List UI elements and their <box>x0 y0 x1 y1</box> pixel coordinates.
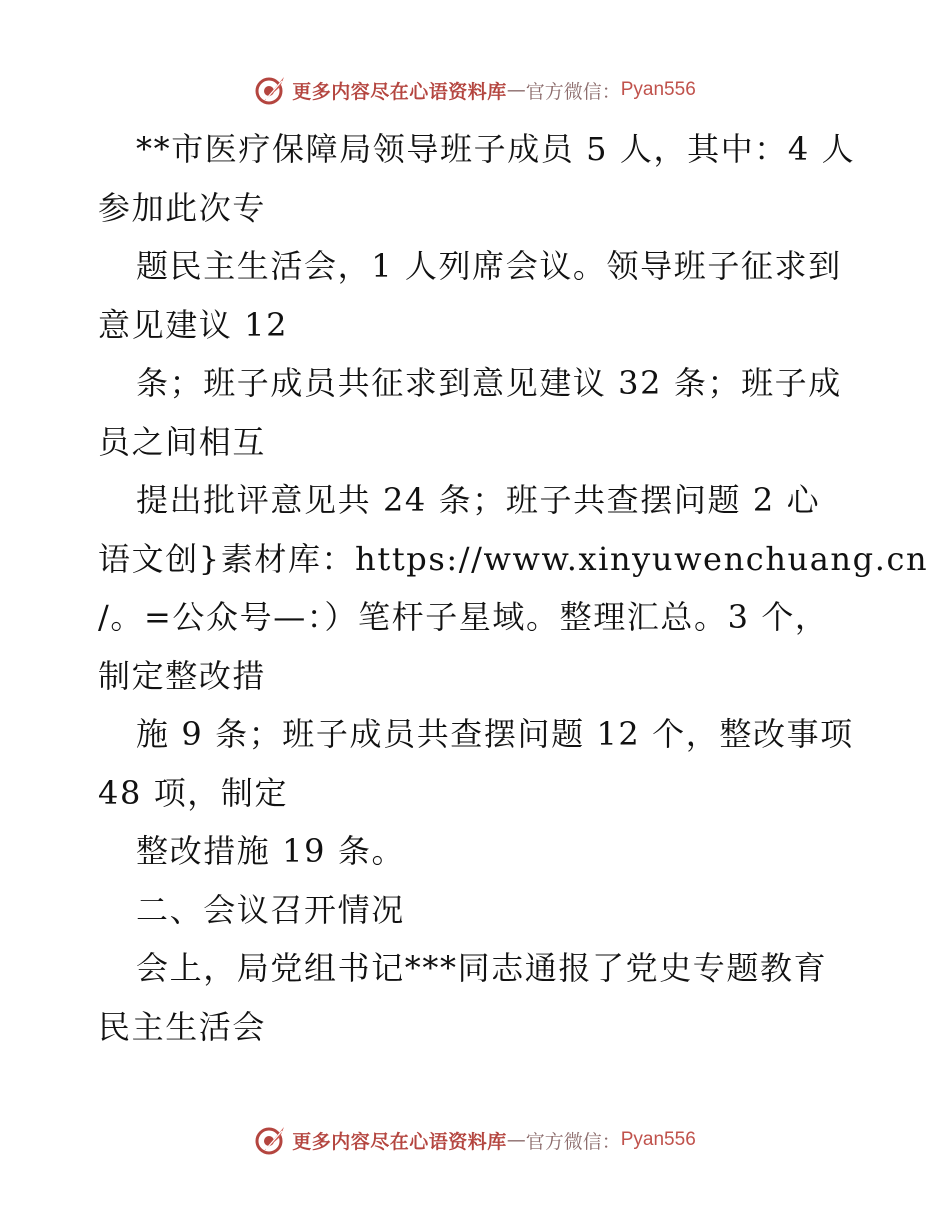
text-line: 条；班子成员共征求到意见建议 32 条；班子成 <box>136 364 842 402</box>
text-line: 参加此次专 <box>98 188 267 227</box>
text-line: 意见建议 12 <box>98 305 289 344</box>
header-banner <box>0 70 950 110</box>
text-line: 48 项，制定 <box>98 773 289 812</box>
banner-dash: — <box>506 79 526 101</box>
quill-logo-icon <box>254 73 288 107</box>
text-line: **市医疗保障局领导班子成员 5 人，其中：4 人 <box>136 130 856 168</box>
section-heading: 二、会议召开情况 <box>136 890 405 929</box>
quill-logo-icon <box>254 1123 288 1157</box>
text-line: 民主生活会 <box>98 1007 267 1046</box>
banner-wechat-id: Pyan556 <box>620 79 696 100</box>
banner-title: 更多内容尽在心语资料库 <box>292 1130 507 1153</box>
text-line: 制定整改措 <box>98 656 267 695</box>
banner-wechat-label: 官方微信： <box>525 80 621 103</box>
banner-wechat-label: 官方微信： <box>525 1130 621 1153</box>
text-line: 语文创}素材库：https://www.xinyuwenchuang.cn <box>98 539 929 578</box>
text-line: 提出批评意见共 24 条；班子共查摆问题 2 心 <box>136 481 821 519</box>
text-line: 会上，局党组书记***同志通报了党史专题教育 <box>136 949 828 987</box>
banner-title: 更多内容尽在心语资料库 <box>292 80 507 103</box>
text-line: 施 9 条；班子成员共查摆问题 12 个，整改事项 <box>136 715 854 753</box>
text-line: 题民主生活会，1 人列席会议。领导班子征求到 <box>136 247 842 285</box>
text-line: 员之间相互 <box>98 422 267 461</box>
footer-banner <box>0 1120 950 1160</box>
text-line: 整改措施 19 条。 <box>136 832 406 870</box>
banner-dash: — <box>506 1129 526 1151</box>
banner-wechat-id: Pyan556 <box>620 1129 696 1150</box>
text-line: /。=公众号—：）笔杆子星域。整理汇总。3 个， <box>98 598 829 636</box>
document-body <box>98 120 929 1056</box>
